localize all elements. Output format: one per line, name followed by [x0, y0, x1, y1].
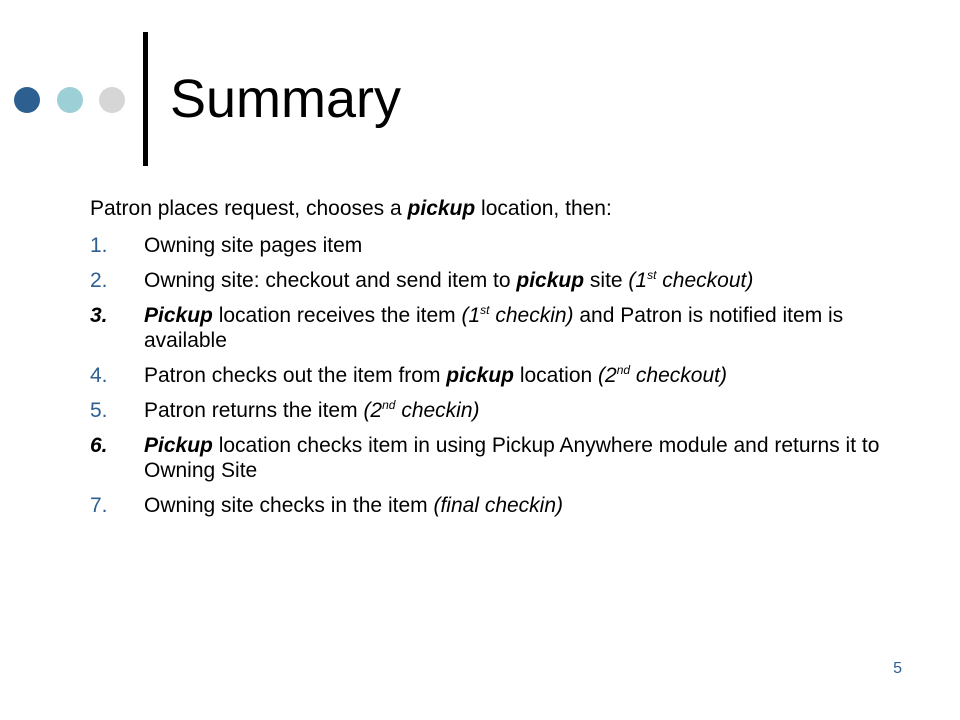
item-note: (final checkin) — [433, 494, 564, 517]
dot-blue-icon — [14, 87, 40, 113]
item-text — [144, 303, 920, 353]
page-number: 5 — [893, 660, 902, 677]
item-pickup: Pickup — [144, 434, 213, 457]
item-number — [90, 433, 144, 483]
list-item — [90, 363, 920, 388]
item-ordinal: st — [480, 303, 490, 317]
item-number-text: 3. — [90, 304, 108, 327]
intro-pickup: pickup — [407, 197, 476, 220]
slide-content — [90, 194, 920, 528]
list-item — [90, 233, 920, 258]
item-note-part: (2 — [598, 364, 617, 387]
item-note — [598, 364, 727, 387]
item-text-part: Patron returns the item — [144, 399, 364, 422]
item-ordinal: nd — [382, 398, 396, 412]
item-text-part: Owning site pages item — [144, 234, 363, 257]
item-number: 4. — [90, 364, 108, 387]
item-note-part: checkin) — [395, 399, 480, 422]
item-note — [461, 304, 573, 327]
item-text-part: and Patron is notified item is available — [144, 304, 844, 352]
item-note-part: (1 — [461, 304, 481, 327]
item-note-part: checkin) — [489, 304, 574, 327]
item-pickup: Pickup — [144, 304, 213, 327]
steps-list — [90, 233, 920, 518]
item-text-part: Patron checks out the item from — [144, 364, 447, 387]
item-text — [144, 363, 920, 388]
item-ordinal: nd — [616, 363, 631, 377]
intro-text — [90, 194, 920, 224]
item-note — [628, 269, 753, 292]
item-text-part: location receives the item — [212, 304, 462, 327]
slide-title: Summary — [170, 69, 402, 129]
dot-teal-icon — [57, 87, 83, 113]
item-note-part: checkout) — [630, 364, 727, 387]
item-number: 2. — [90, 269, 108, 292]
item-pickup: pickup — [446, 364, 514, 387]
item-text — [144, 268, 920, 293]
item-note-part: checkout) — [656, 269, 754, 292]
dot-gray-icon — [99, 87, 125, 113]
item-text-part: site — [584, 269, 629, 292]
item-number: 7. — [90, 494, 108, 517]
item-text-part: Owning site checks in the item — [144, 494, 434, 517]
item-number-text: 6. — [90, 434, 108, 457]
item-text — [144, 233, 920, 258]
item-text — [144, 433, 920, 483]
intro-text-part: location, then: — [475, 197, 612, 220]
item-note — [363, 399, 479, 422]
list-item — [90, 303, 920, 353]
item-pickup: pickup — [516, 269, 585, 292]
item-text-part: location — [513, 364, 599, 387]
item-note-part: (2 — [363, 399, 383, 422]
item-note-part: (1 — [628, 269, 648, 292]
item-number — [90, 303, 144, 353]
list-item — [90, 398, 920, 423]
list-item — [90, 268, 920, 293]
list-item — [90, 433, 920, 483]
item-ordinal: st — [647, 268, 657, 282]
item-text — [144, 493, 920, 518]
item-text — [144, 398, 920, 423]
list-item — [90, 493, 920, 518]
item-text-part: Owning site: checkout and send item to — [144, 269, 517, 292]
item-text-part: location checks item in using Pickup Anywhere module and returns it to Owning Site — [144, 434, 880, 482]
title-divider — [143, 32, 148, 166]
item-number: 1. — [90, 234, 108, 257]
item-number: 5. — [90, 399, 108, 422]
intro-text-part: Patron places request, chooses a — [90, 197, 408, 220]
